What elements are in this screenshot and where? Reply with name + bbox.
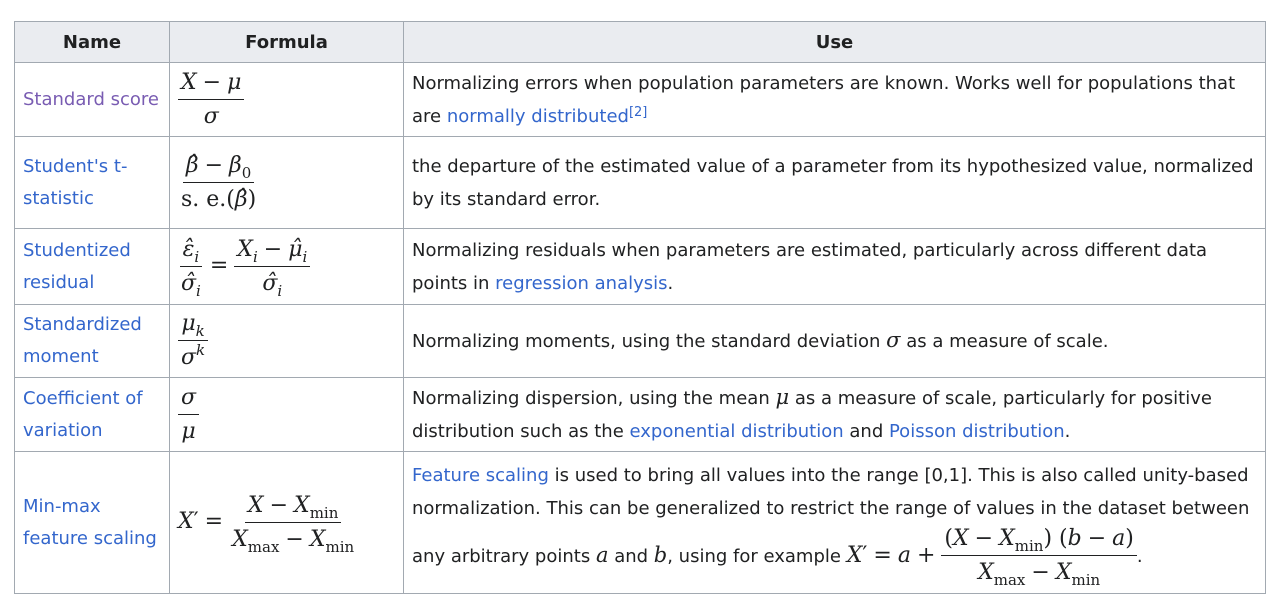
variable-b: b <box>653 542 668 567</box>
column-header-formula: Formula <box>170 22 404 63</box>
use-text: Normalizing residuals when parameters are estimated, particularly across different data points in <box>412 239 1208 294</box>
t-statistic-formula: $\frac{\betâ - \beta_0}{s. e.(\betâ)}$ <box>170 137 404 229</box>
use-text: the departure of the estimated value of a parameter from its hypothesized value, normalized by its standard error. <box>412 155 1254 210</box>
row-use-cell <box>404 137 1266 229</box>
use-text-end: . <box>667 272 674 294</box>
variable-a: a <box>595 542 609 567</box>
exponential-distribution-link[interactable]: exponential distribution <box>629 421 844 442</box>
feature-scaling-link[interactable]: Feature scaling <box>412 464 549 486</box>
citation-link[interactable]: [2] <box>628 104 648 120</box>
row-name-cell <box>15 305 170 378</box>
row-use-cell <box>404 229 1266 305</box>
mu-symbol: μ <box>775 385 790 409</box>
use-text-and: and <box>843 421 889 442</box>
studentized-residual-formula: $\frac{\varepsilon̂_i}{\sigmâ_i}$ = $\frac{X_i - \mû_i}{\sigmâ_i}$ <box>170 229 404 305</box>
studentized-residual-link[interactable]: Studentized residual <box>23 239 131 293</box>
header-row <box>15 22 1266 63</box>
use-text-end: . <box>1064 421 1071 442</box>
row-name-cell <box>15 378 170 452</box>
row-use-cell <box>404 305 1266 378</box>
use-text-mid: , using for example <box>667 545 847 567</box>
poisson-distribution-link[interactable]: Poisson distribution <box>888 421 1065 442</box>
table-row <box>15 137 1266 229</box>
row-use-cell <box>404 63 1266 137</box>
use-text: Normalizing dispersion, using the mean <box>412 388 776 409</box>
use-text-and: and <box>608 545 654 567</box>
standardized-moment-formula: $\frac{\mu_k}{\sigma^k}$ <box>170 305 404 378</box>
row-name-cell <box>15 137 170 229</box>
row-use-cell <box>404 452 1266 594</box>
use-text: Normalizing moments, using the standard deviation <box>412 331 887 352</box>
use-text: is used to bring all values into the range [0,1]. This is also called unity-based normalization. This can be generalized to restrict the range of values in the dataset between any arbitrary points <box>412 464 1250 567</box>
standardized-moment-link[interactable]: Standardized moment <box>23 314 142 367</box>
row-name-cell <box>15 63 170 137</box>
use-text-end: . <box>1136 545 1143 567</box>
row-name-cell <box>15 452 170 594</box>
table-row <box>15 452 1266 594</box>
students-t-statistic-link[interactable]: Student's t-statistic <box>23 155 128 209</box>
row-name-cell <box>15 229 170 305</box>
column-header-use: Use <box>404 22 1266 63</box>
coefficient-of-variation-formula: $\frac{\sigma}{\mu}$ <box>170 378 404 452</box>
coefficient-of-variation-link[interactable]: Coefficient of variation <box>23 387 143 441</box>
column-header-name: Name <box>15 22 170 63</box>
generalized-formula: X′ = a + $\frac{(X - X_{min}) (b - a)}{X_{max} - X_{min}}$ <box>847 543 1137 568</box>
normally-distributed-link[interactable]: normally distributed <box>446 105 629 127</box>
table-row <box>15 378 1266 452</box>
standard-score-link[interactable]: Standard score <box>23 88 159 110</box>
normalization-table <box>14 21 1266 594</box>
standard-score-formula: $\frac{X - \mu}{\sigma}$ <box>170 63 404 137</box>
table-row <box>15 229 1266 305</box>
min-max-feature-scaling-link[interactable]: Min-max feature scaling <box>23 495 157 549</box>
min-max-formula: X′ = $\frac{X - X_{min}}{X_{max} - X_{min}}$ <box>170 452 404 594</box>
table-row <box>15 63 1266 137</box>
regression-analysis-link[interactable]: regression analysis <box>495 272 668 294</box>
table-row <box>15 305 1266 378</box>
use-text-end: as a measure of scale. <box>900 331 1109 352</box>
sigma-symbol: σ <box>886 328 901 352</box>
use-text: Normalizing errors when population parameters are known. Works well for populations that are <box>412 72 1236 127</box>
citation <box>629 105 647 120</box>
row-use-cell <box>404 378 1266 452</box>
use-text-mid: as a measure of scale, particularly for positive distribution such as the <box>412 388 1212 442</box>
